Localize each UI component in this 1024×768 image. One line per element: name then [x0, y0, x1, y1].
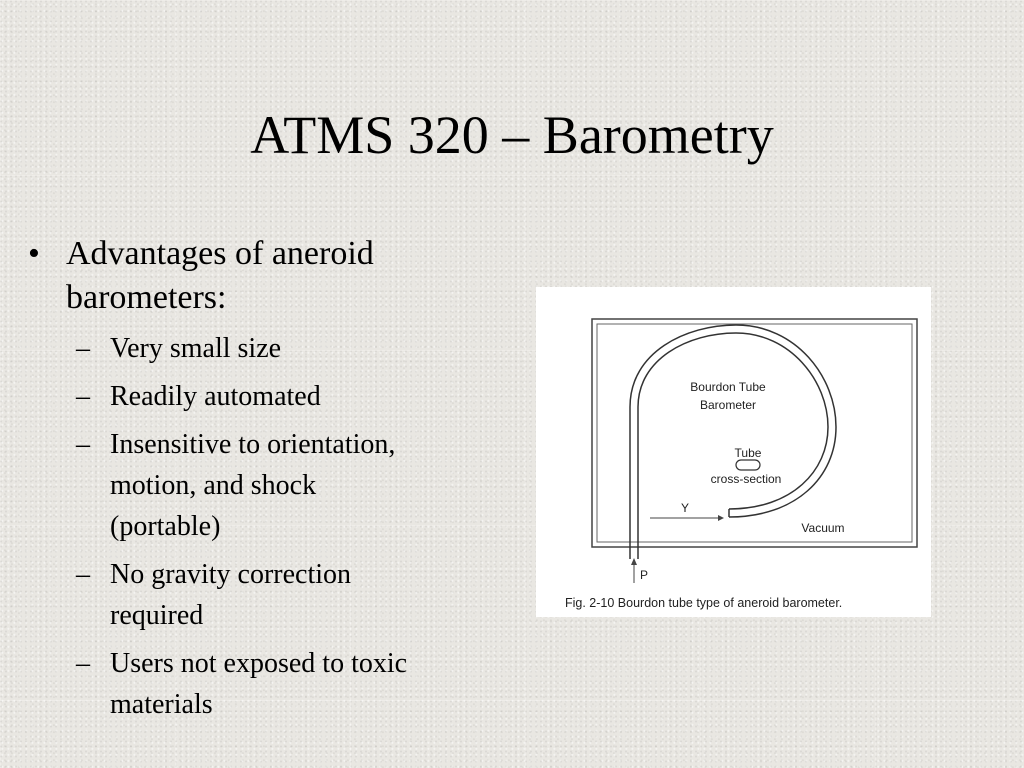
figure-caption: Fig. 2-10 Bourdon tube type of aneroid barometer. — [565, 596, 843, 610]
bullet-item-advantages — [28, 232, 448, 320]
y-label: Y — [680, 501, 690, 515]
housing-inner-border — [597, 324, 912, 542]
sub-bullet-item — [76, 643, 448, 725]
dash-icon: – — [76, 381, 90, 412]
sub-bullet-list — [76, 328, 448, 725]
bourdon-tube-figure — [536, 287, 931, 617]
sub-bullet-text: Readily automated — [110, 381, 321, 412]
sub-bullet-text: Users not exposed to toxic materials — [110, 648, 408, 720]
cross-section-label: cross-section — [710, 472, 782, 486]
sub-bullet-text: Insensitive to orientation, motion, and shock (portable) — [110, 429, 396, 542]
dash-icon: – — [76, 648, 90, 679]
sub-bullet-text: No gravity correction required — [110, 559, 352, 631]
figure-title-line1: Bourdon Tube — [690, 380, 766, 394]
sub-bullet-item — [76, 424, 448, 547]
dash-icon: – — [76, 429, 90, 460]
dash-icon: – — [76, 559, 90, 590]
dash-icon: – — [76, 333, 90, 364]
p-arrow-head — [631, 558, 637, 565]
slide-title: ATMS 320 – Barometry — [250, 105, 774, 165]
bullet-icon: • — [28, 235, 40, 272]
p-label: P — [639, 568, 649, 582]
cross-section-oval — [736, 460, 760, 470]
bourdon-tube-diagram — [536, 287, 931, 617]
figure-title-line2: Barometer — [699, 398, 757, 412]
bullet-list — [28, 232, 448, 732]
y-arrow-head — [718, 515, 724, 521]
housing-outer-border — [592, 319, 917, 547]
sub-bullet-item — [76, 376, 448, 417]
sub-bullet-item — [76, 328, 448, 369]
sub-bullet-item — [76, 554, 448, 636]
vacuum-label: Vacuum — [801, 521, 845, 535]
bourdon-tube-outer — [630, 325, 836, 517]
sub-bullet-text: Very small size — [110, 333, 282, 364]
tube-label: Tube — [734, 446, 762, 460]
bullet-text: Advantages of aneroid barometers: — [66, 235, 374, 316]
